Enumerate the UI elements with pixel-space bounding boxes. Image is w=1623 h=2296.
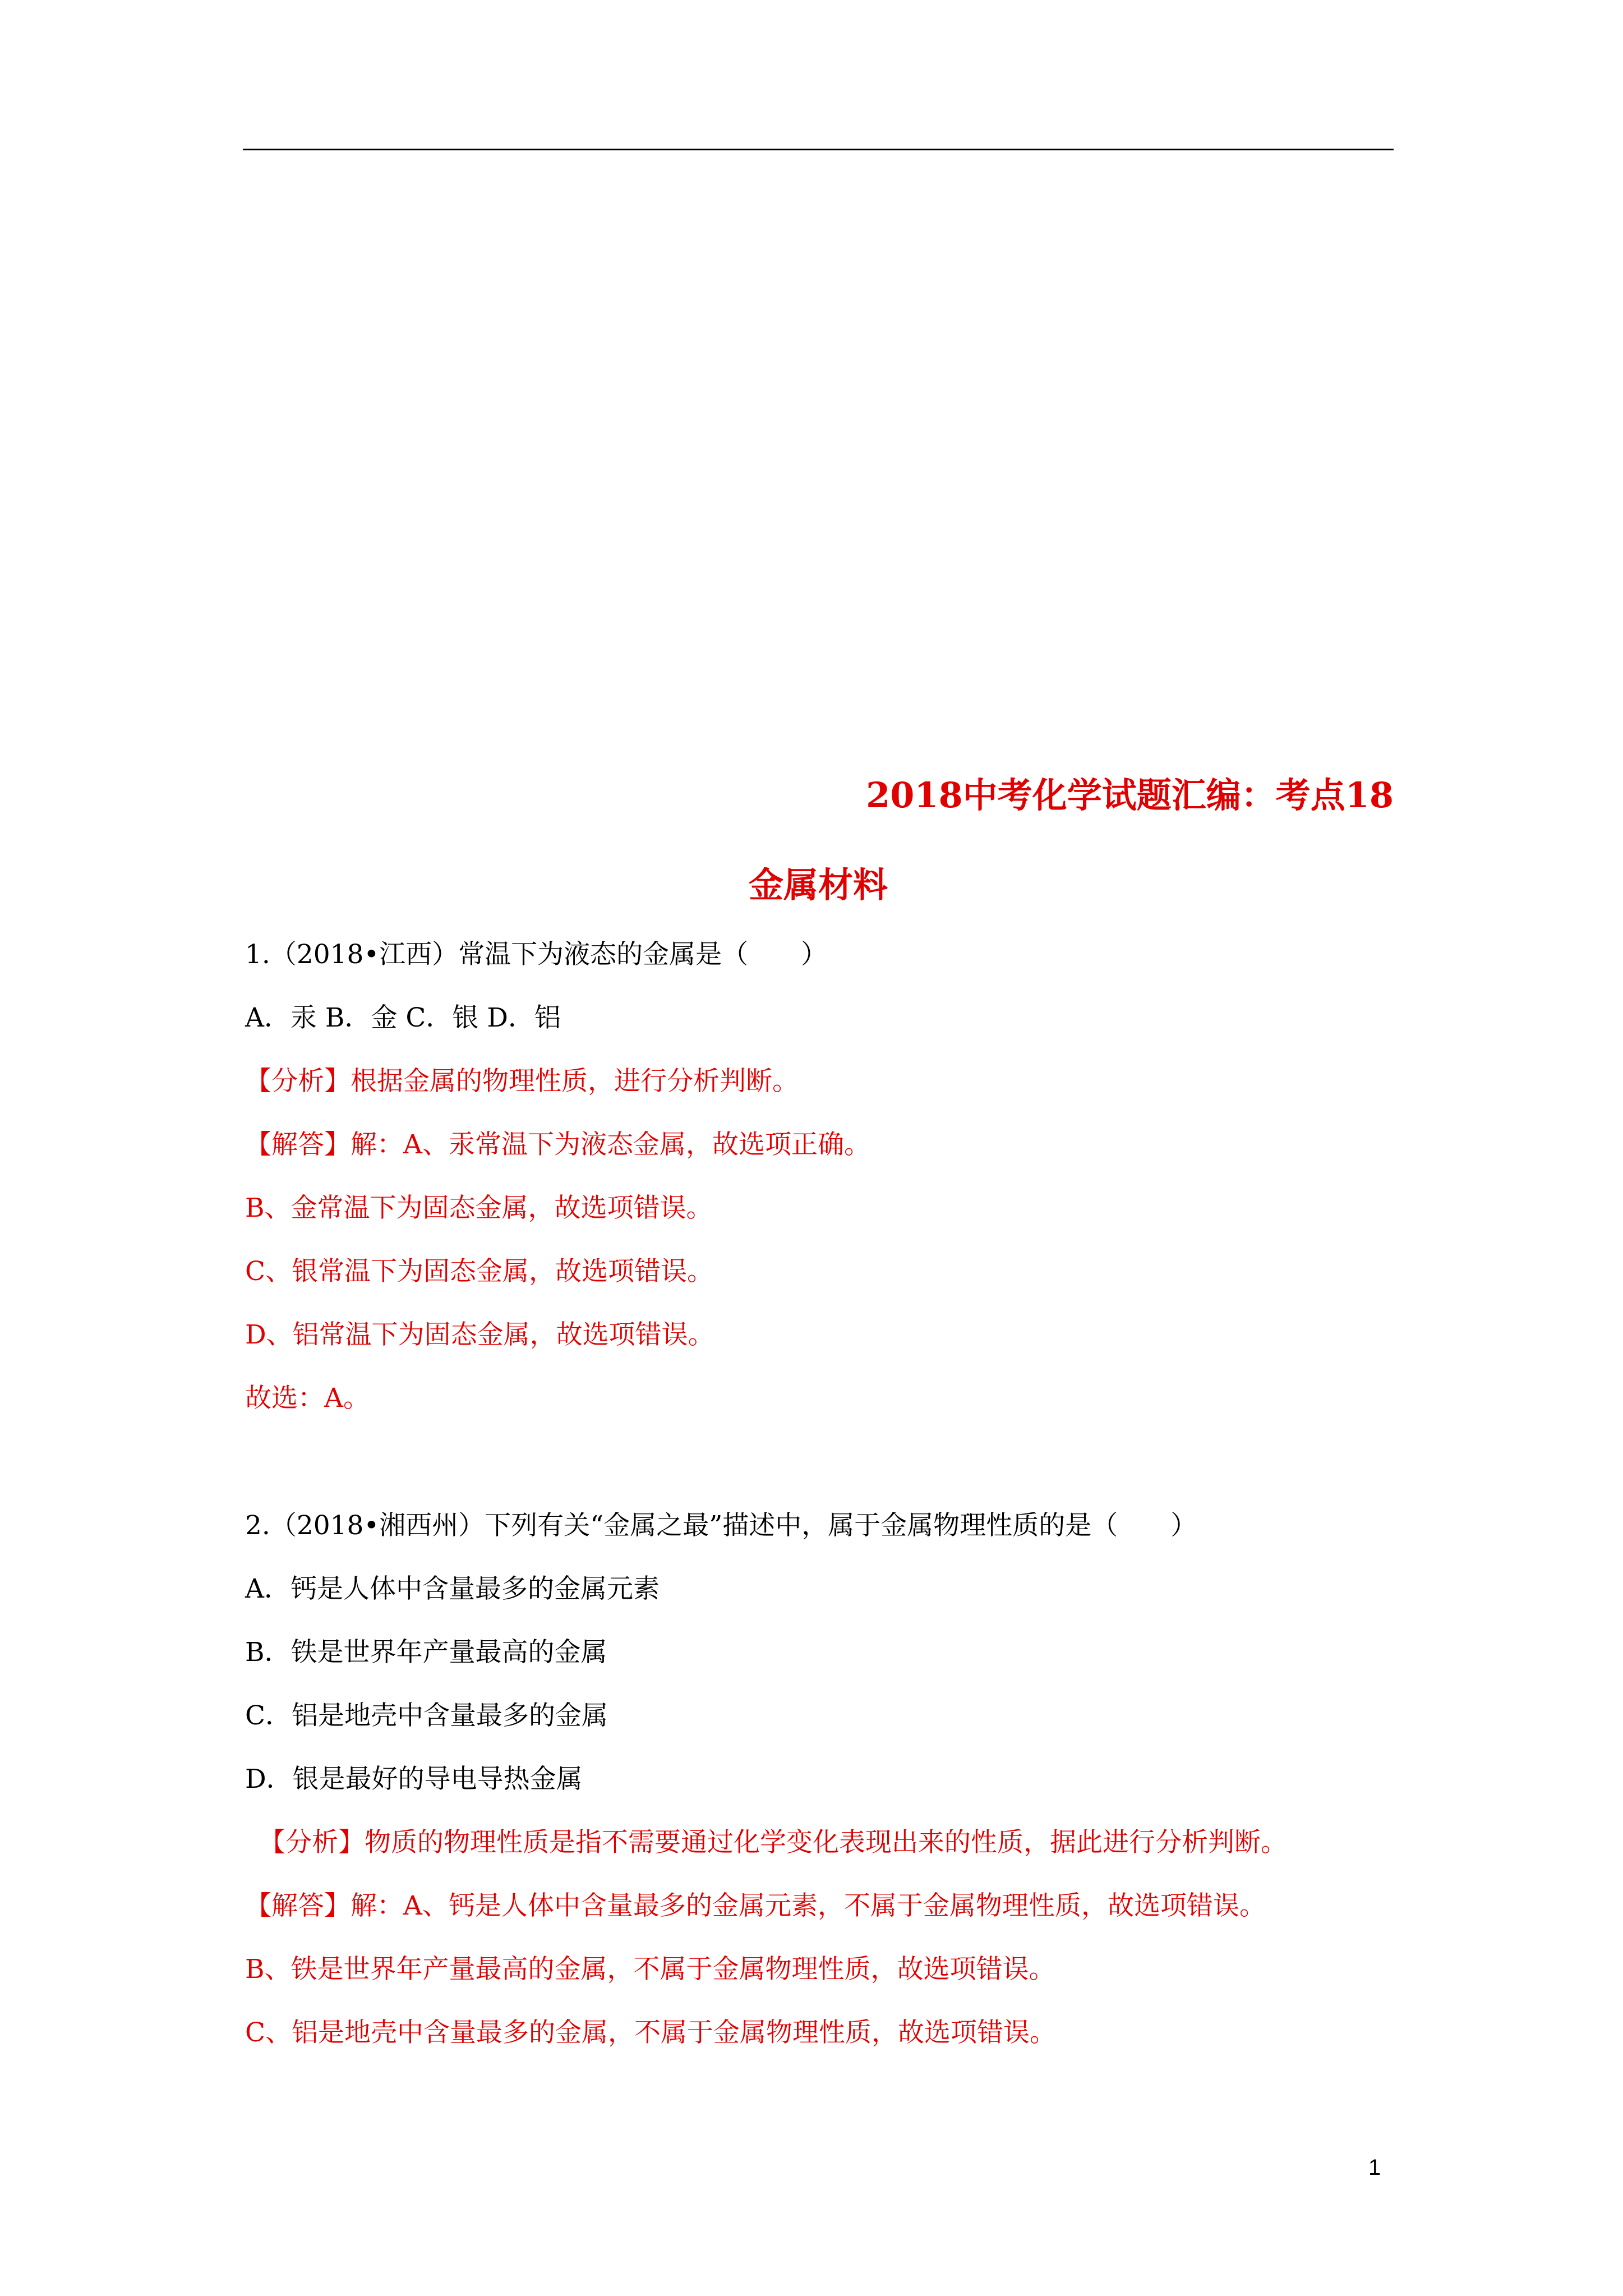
question-2-option-d: D．银是最好的导电导热金属	[245, 1764, 583, 1795]
question-1-options: A．汞 B．金 C．银 D．铝	[245, 1002, 561, 1033]
question-2-stem: 2.（2018•湘西州）下列有关“金属之最”描述中，属于金属物理性质的是（ ）	[245, 1510, 1197, 1541]
question-1-stem: 1.（2018•江西）常温下为液态的金属是（ ）	[245, 939, 828, 970]
question-2-explain-b: B、铁是世界年产量最高的金属，不属于金属物理性质，故选项错误。	[245, 1954, 1055, 1985]
question-2-option-b: B．铁是世界年产量最高的金属	[245, 1637, 607, 1668]
question-1-explain-c: C、银常温下为固态金属，故选项错误。	[245, 1256, 713, 1287]
page-subtitle: 金属材料	[748, 864, 888, 905]
question-1-answer: 【解答】解：A、汞常温下为液态金属，故选项正确。	[245, 1129, 870, 1160]
question-2-answer: 【解答】解：A、钙是人体中含量最多的金属元素，不属于金属物理性质，故选项错误。	[245, 1890, 1266, 1921]
question-2-analysis: 【分析】物质的物理性质是指不需要通过化学变化表现出来的性质，据此进行分析判断。	[259, 1827, 1287, 1858]
header-rule	[243, 149, 1394, 150]
page-title: 2018中考化学试题汇编：考点18	[866, 775, 1394, 816]
question-2-option-c: C．铝是地壳中含量最多的金属	[245, 1700, 608, 1731]
question-2-explain-c: C、铝是地壳中含量最多的金属，不属于金属物理性质，故选项错误。	[245, 2017, 1056, 2048]
question-1-analysis: 【分析】根据金属的物理性质，进行分析判断。	[245, 1066, 799, 1097]
question-2-option-a: A．钙是人体中含量最多的金属元素	[245, 1573, 660, 1604]
page-number: 1	[1368, 2155, 1381, 2180]
question-1-explain-d: D、铝常温下为固态金属，故选项错误。	[245, 1319, 714, 1350]
question-1-explain-b: B、金常温下为固态金属，故选项错误。	[245, 1193, 713, 1223]
question-1-choice: 故选：A。	[245, 1383, 370, 1414]
